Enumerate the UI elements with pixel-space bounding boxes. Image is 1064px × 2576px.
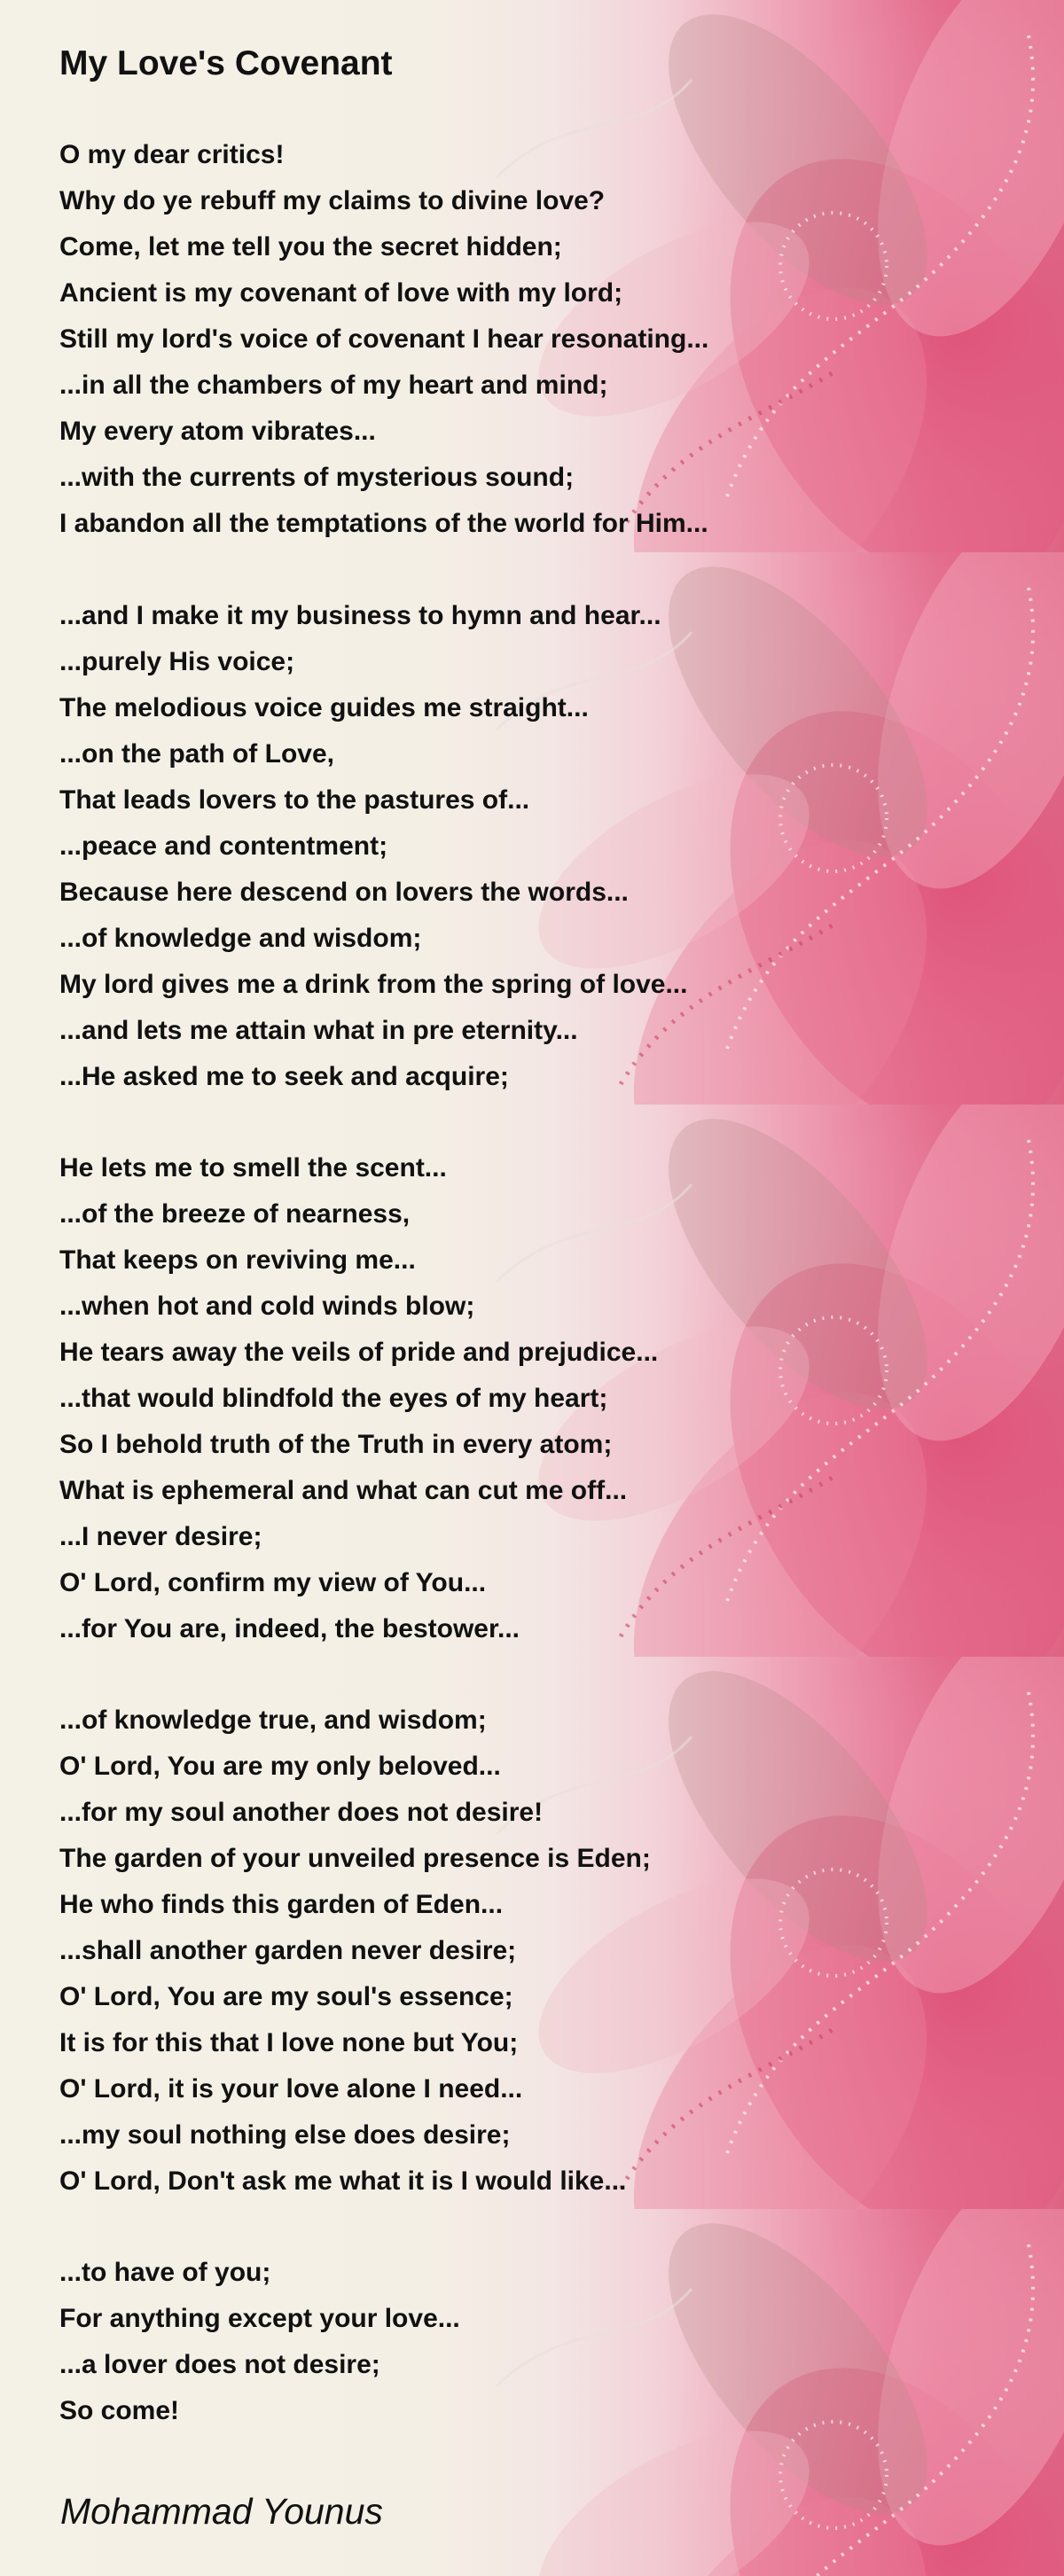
poem-line: He who finds this garden of Eden... [59, 1890, 504, 1919]
poem-line: ...and I make it my business to hymn and hear... [59, 601, 661, 630]
poem-line: ...a lover does not desire; [59, 2350, 380, 2379]
poem-line: ...peace and contentment; [59, 831, 388, 861]
poem-line: Come, let me tell you the secret hidden; [59, 232, 562, 262]
poem-line: ...and lets me attain what in pre eternity... [59, 1016, 578, 1045]
poem-line: The garden of your unveiled presence is Eden; [59, 1844, 651, 1873]
poem-line: It is for this that I love none but You; [59, 2028, 519, 2057]
poem-line: That keeps on reviving me... [59, 1245, 416, 1275]
poem-line: He tears away the veils of pride and prejudice... [59, 1338, 659, 1367]
poem-author: Mohammad Younus [60, 2491, 383, 2532]
poem-line: ...for my soul another does not desire! [59, 1798, 544, 1827]
poem-line: ...of the breeze of nearness, [59, 1199, 411, 1229]
poem-line: So I behold truth of the Truth in every atom; [59, 1430, 613, 1459]
poem-line: My lord gives me a drink from the spring of love... [59, 970, 688, 999]
poem-line: ...He asked me to seek and acquire; [59, 1062, 509, 1091]
poem-line: My every atom vibrates... [59, 417, 376, 446]
poem-line: So come! [59, 2396, 180, 2425]
poem-line: Why do ye rebuff my claims to divine love? [59, 186, 606, 215]
poem-line: ...for You are, indeed, the bestower... [59, 1614, 520, 1643]
poem-line: ...that would blindfold the eyes of my heart; [59, 1384, 608, 1413]
poem-line: ...on the path of Love, [59, 739, 334, 769]
poem-line: O' Lord, confirm my view of You... [59, 1568, 487, 1597]
poem-line: ...to have of you; [59, 2258, 271, 2287]
poem-line: ...purely His voice; [59, 647, 295, 676]
poem-line: ...in all the chambers of my heart and mind; [59, 371, 608, 400]
poem-line: ...of knowledge and wisdom; [59, 924, 422, 953]
poem-line: The melodious voice guides me straight... [59, 693, 589, 722]
poem-title: My Love's Covenant [59, 44, 393, 82]
poem-line: ...my soul nothing else does desire; [59, 2120, 511, 2150]
poem-line: O' Lord, Don't ask me what it is I would like... [59, 2166, 627, 2196]
poem-line: O' Lord, You are my only beloved... [59, 1752, 501, 1781]
poem-line: He lets me to smell the scent... [59, 1153, 447, 1183]
poem-line: ...shall another garden never desire; [59, 1936, 517, 1965]
poem-line: ...I never desire; [59, 1522, 262, 1551]
poem-line: O my dear critics! [59, 140, 285, 169]
poem-line: I abandon all the temptations of the world for Him... [59, 509, 708, 538]
poem-line: Ancient is my covenant of love with my lord; [59, 278, 623, 308]
poem-line: O' Lord, You are my soul's essence; [59, 1982, 513, 2011]
poem-line: Still my lord's voice of covenant I hear resonating... [59, 324, 709, 354]
poem-line: ...when hot and cold winds blow; [59, 1292, 475, 1321]
poem-line: What is ephemeral and what can cut me off... [59, 1476, 628, 1505]
poem-line: That leads lovers to the pastures of... [59, 785, 530, 815]
poem-line: O' Lord, it is your love alone I need... [59, 2074, 523, 2104]
poem-line: For anything except your love... [59, 2304, 460, 2333]
poem-line: ...with the currents of mysterious sound; [59, 463, 575, 492]
poem-line: Because here descend on lovers the words... [59, 878, 629, 907]
poem-line: ...of knowledge true, and wisdom; [59, 1706, 487, 1735]
